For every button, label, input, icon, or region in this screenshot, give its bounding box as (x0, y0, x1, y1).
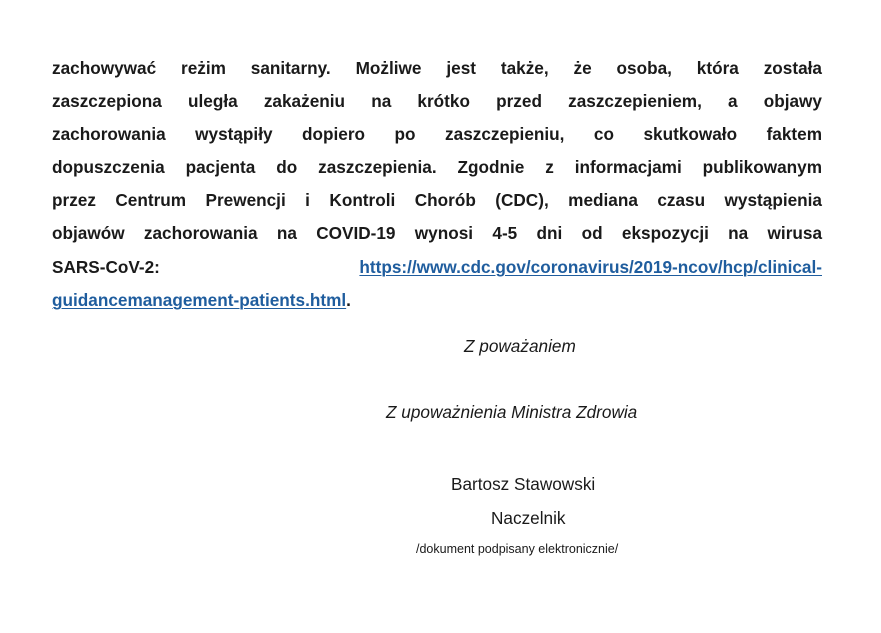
cdc-link-part2[interactable]: guidancemanagement-patients.html (52, 289, 347, 310)
link-suffix: . (346, 289, 351, 310)
body-line: zaszczepiona uległa zakażeniu na krótko przed zaszczepieniem, a objawy (52, 91, 822, 112)
letter-body (52, 52, 822, 317)
body-line: dopuszczenia pacjenta do zaszczepienia. Zgodnie z informacjami publikowanym (52, 157, 822, 178)
closing-regards: Z poważaniem (464, 336, 576, 356)
signer-title: Naczelnik (491, 508, 566, 528)
body-line: zachowywać reżim sanitarny. Możliwe jest także, że osoba, która została (52, 58, 822, 78)
signer-name: Bartosz Stawowski (451, 474, 596, 494)
body-line: przez Centrum Prewencji i Kontroli Chorób (CDC), mediana czasu wystąpienia (52, 190, 822, 211)
cdc-link-part1[interactable]: https://www.cdc.gov/coronavirus/2019-ncov/hcp/clinical- (359, 256, 822, 277)
body-line: objawów zachorowania na COVID-19 wynosi 4-5 dni od ekspozycji na wirusa (52, 223, 822, 244)
body-line-link-end (52, 284, 822, 317)
link-prefix: SARS-CoV-2: (52, 256, 160, 277)
body-line-link (52, 251, 822, 284)
body-line: zachorowania wystąpiły dopiero po zaszczepieniu, co skutkowało faktem (52, 124, 822, 145)
electronic-signature-note: /dokument podpisany elektronicznie/ (416, 542, 619, 556)
authority-line: Z upoważnienia Ministra Zdrowia (386, 402, 638, 422)
